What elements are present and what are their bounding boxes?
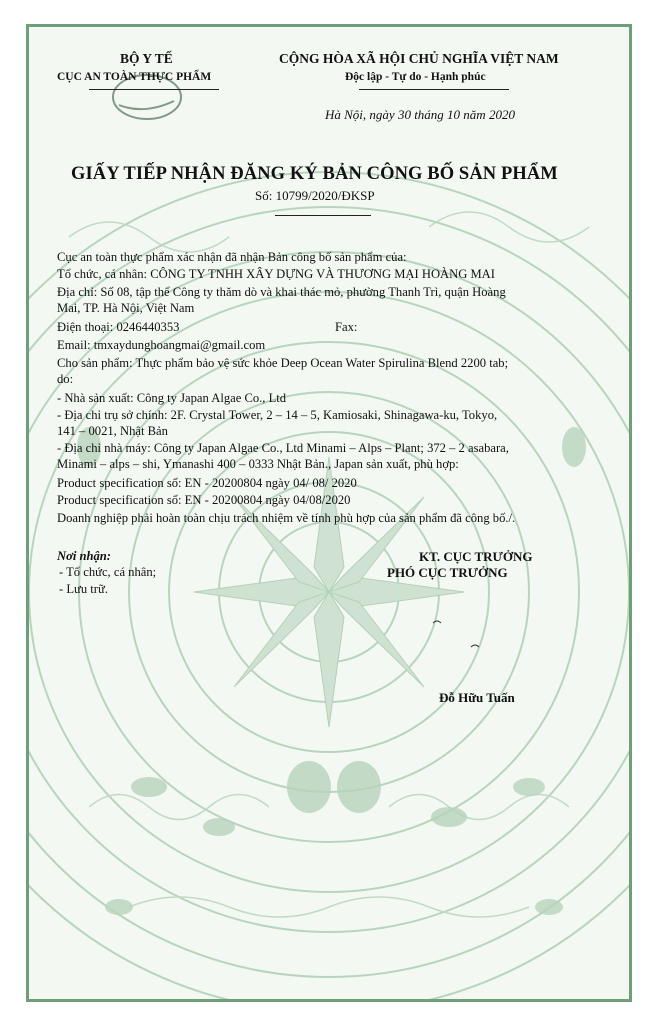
manufacturer: - Nhà sản xuất: Công ty Japan Algae Co., Ltd bbox=[57, 391, 287, 405]
country-name: CỘNG HÒA XÃ HỘI CHỦ NGHĨA VIỆT NAM bbox=[279, 51, 559, 66]
address-line-2: Mai, TP. Hà Nội, Việt Nam bbox=[57, 301, 195, 315]
signatory-name: Đỗ Hữu Tuấn bbox=[439, 690, 515, 705]
motto-underline bbox=[359, 89, 509, 90]
specification-2: Product specification số: EN - 20200804 ngày 04/08/2020 bbox=[57, 493, 351, 507]
national-motto: Độc lập - Tự do - Hạnh phúc bbox=[345, 71, 486, 83]
signature-mark bbox=[429, 617, 489, 657]
ministry-name: BỘ Y TẾ bbox=[120, 51, 173, 66]
headquarters-line-1: - Địa chỉ trụ sở chính: 2F. Crystal Tower, 2 – 14 – 5, Kamiosaki, Shinagawa-ku, Tokyo, bbox=[57, 408, 498, 422]
fax: Fax: bbox=[335, 320, 358, 334]
address-line-1: Địa chỉ: Số 08, tập thể Công ty thăm dò và khai thác mỏ, phường Thanh Trì, quận Hoàng bbox=[57, 285, 506, 299]
intro-text: Cục an toàn thực phẩm xác nhận đã nhận Bản công bố sản phẩm của: bbox=[57, 250, 407, 264]
product-line-1: Cho sản phẩm: Thực phẩm bảo vệ sức khỏe Deep Ocean Water Spirulina Blend 2200 tab; bbox=[57, 356, 509, 370]
document-title: GIẤY TIẾP NHẬN ĐĂNG KÝ BẢN CÔNG BỐ SẢN PHẨM bbox=[71, 164, 558, 184]
phone: Điện thoại: 0246440353 bbox=[57, 320, 180, 334]
document-page bbox=[26, 24, 632, 1002]
agency-name: CỤC AN TOÀN THỰC PHẨM bbox=[57, 71, 212, 83]
headquarters-line-2: 141 – 0021, Nhật Bản bbox=[57, 424, 168, 438]
title-underline bbox=[275, 215, 371, 216]
signatory-title: PHÓ CỤC TRƯỞNG bbox=[387, 565, 508, 580]
responsibility-statement: Doanh nghiệp phải hoàn toàn chịu trách nhiệm về tính phù hợp của sản phẩm đã công bố./. bbox=[57, 511, 516, 525]
factory-line-1: - Địa chỉ nhà máy: Công ty Japan Algae Co., Ltd Minami – Alps – Plant; 372 – 2 asabara, bbox=[57, 441, 509, 455]
specification-1: Product specification số: EN - 20200804 ngày 04/ 08/ 2020 bbox=[57, 476, 357, 490]
recipient-item: - Lưu trữ. bbox=[59, 582, 108, 596]
signatory-role: KT. CỤC TRƯỞNG bbox=[419, 549, 533, 564]
organization: Tổ chức, cá nhân: CÔNG TY TNHH XÂY DỰNG VÀ THƯƠNG MẠI HOÀNG MAI bbox=[57, 267, 495, 281]
agency-underline bbox=[89, 89, 219, 90]
email: Email: tmxaydunghoangmai@gmail.com bbox=[57, 338, 266, 352]
recipients-label: Nơi nhận: bbox=[57, 549, 112, 563]
recipient-item: - Tổ chức, cá nhân; bbox=[59, 565, 157, 579]
product-line-2: do: bbox=[57, 372, 74, 386]
factory-line-2: Minami – alps – shi, Ymanashi 400 – 0333 Nhật Bản., Japan sản xuất, phù hợp: bbox=[57, 457, 459, 471]
document-number: Số: 10799/2020/ĐKSP bbox=[255, 188, 375, 203]
place-and-date: Hà Nội, ngày 30 tháng 10 năm 2020 bbox=[325, 107, 515, 122]
